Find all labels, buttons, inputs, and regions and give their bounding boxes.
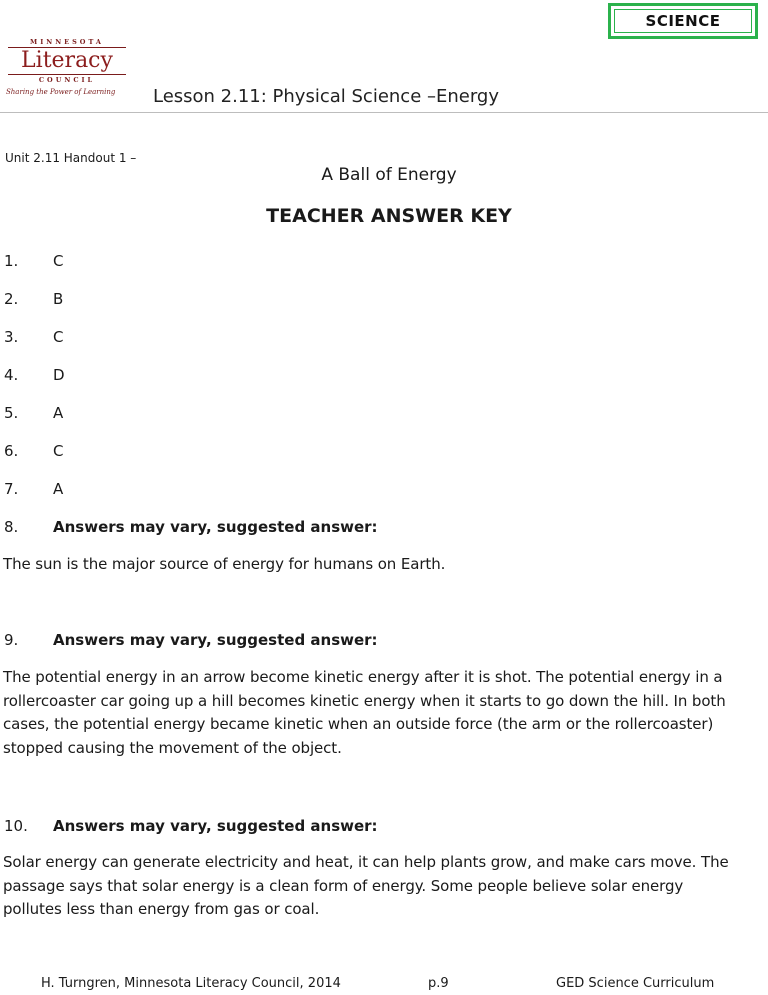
question-10-header bbox=[4, 815, 378, 837]
document-title: A Ball of Energy bbox=[321, 165, 457, 185]
question-9-header bbox=[4, 629, 378, 651]
answer-row bbox=[4, 326, 744, 364]
question-number: 9. bbox=[4, 631, 19, 649]
answer-value: B bbox=[53, 290, 64, 308]
answer-number: 2. bbox=[4, 290, 19, 308]
answer-row bbox=[4, 364, 744, 402]
answer-number: 4. bbox=[4, 366, 19, 384]
answer-number: 1. bbox=[4, 252, 19, 270]
question-label: Answers may vary, suggested answer: bbox=[53, 631, 378, 649]
logo-main-text: Literacy bbox=[21, 48, 113, 73]
footer-curriculum: GED Science Curriculum bbox=[556, 976, 715, 991]
question-number: 10. bbox=[4, 817, 28, 835]
answer-value: A bbox=[53, 404, 64, 422]
header-divider bbox=[0, 112, 768, 113]
subject-badge-label: SCIENCE bbox=[614, 9, 752, 33]
answer-value: C bbox=[53, 328, 64, 346]
unit-label: Unit 2.11 Handout 1 – bbox=[5, 151, 137, 165]
subject-badge bbox=[608, 3, 758, 39]
answer-row bbox=[4, 250, 744, 288]
footer-page-number: p.9 bbox=[428, 976, 449, 991]
logo-bottom-text: COUNCIL bbox=[38, 76, 96, 84]
question-number: 8. bbox=[4, 518, 19, 536]
question-label: Answers may vary, suggested answer: bbox=[53, 817, 378, 835]
answer-row bbox=[4, 402, 744, 440]
answer-number: 7. bbox=[4, 480, 19, 498]
answer-value: A bbox=[53, 480, 64, 498]
answer-value: C bbox=[53, 252, 64, 270]
answer-number: 6. bbox=[4, 442, 19, 460]
footer-author: H. Turngren, Minnesota Literacy Council, 2014 bbox=[41, 976, 341, 991]
question-8-answer: The sun is the major source of energy for humans on Earth. bbox=[3, 555, 446, 573]
answer-row bbox=[4, 478, 744, 516]
answer-value: D bbox=[53, 366, 65, 384]
minnesota-literacy-council-logo bbox=[6, 37, 128, 103]
answer-number: 5. bbox=[4, 404, 19, 422]
answer-row bbox=[4, 440, 744, 478]
answer-number: 3. bbox=[4, 328, 19, 346]
answer-value: C bbox=[53, 442, 64, 460]
question-10-answer: Solar energy can generate electricity and heat, it can help plants grow, and make cars move. The passage says that solar energy is a clean form of energy. Some people believe solar energy pollutes less than energy from gas or coal. bbox=[3, 853, 729, 918]
logo-tagline: Sharing the Power of Learning bbox=[6, 88, 116, 96]
answer-list bbox=[4, 250, 744, 516]
answer-row bbox=[4, 288, 744, 326]
lesson-title: Lesson 2.11: Physical Science –Energy bbox=[153, 86, 500, 107]
question-9-answer: The potential energy in an arrow become kinetic energy after it is shot. The potential energy in a rollercoaster car going up a hill becomes kinetic energy when it starts to go down the hill. In both cases, the potential energy became kinetic when an outside force (the arm or the rollercoaster) stopped causing the movement of the object. bbox=[3, 668, 726, 757]
logo-top-text: MINNESOTA bbox=[30, 38, 104, 46]
document-subtitle: TEACHER ANSWER KEY bbox=[266, 205, 512, 227]
question-8-header bbox=[4, 516, 378, 538]
question-label: Answers may vary, suggested answer: bbox=[53, 518, 378, 536]
